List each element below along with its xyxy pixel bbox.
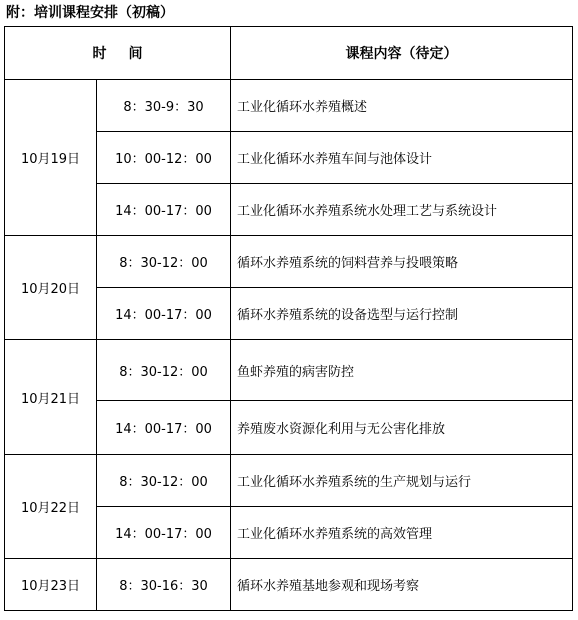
time-slot: 8：30-12：00	[97, 236, 231, 288]
time-slot: 14：00-17：00	[97, 288, 231, 340]
course-content: 工业化循环水养殖系统的生产规划与运行	[231, 455, 573, 507]
table-row	[5, 455, 573, 507]
table-header-row	[5, 27, 573, 80]
course-content: 工业化循环水养殖系统的高效管理	[231, 507, 573, 559]
course-content: 循环水养殖基地参观和现场考察	[231, 559, 573, 611]
time-slot: 8：30-9：30	[97, 80, 231, 132]
time-slot: 8：30-12：00	[97, 340, 231, 401]
date-cell: 10月21日	[5, 340, 97, 455]
date-cell: 10月19日	[5, 80, 97, 236]
time-slot: 14：00-17：00	[97, 401, 231, 455]
time-slot: 14：00-17：00	[97, 507, 231, 559]
course-content: 工业化循环水养殖概述	[231, 80, 573, 132]
course-content: 工业化循环水养殖系统水处理工艺与系统设计	[231, 184, 573, 236]
document-title: 附：培训课程安排（初稿）	[6, 5, 174, 21]
date-cell: 10月20日	[5, 236, 97, 340]
table-row	[5, 340, 573, 401]
course-content: 鱼虾养殖的病害防控	[231, 340, 573, 401]
table-row	[5, 236, 573, 288]
header-course-content: 课程内容（待定）	[231, 27, 573, 80]
training-schedule-table	[4, 26, 573, 611]
table-row	[5, 80, 573, 132]
time-slot: 10：00-12：00	[97, 132, 231, 184]
table-row	[5, 559, 573, 611]
date-cell: 10月22日	[5, 455, 97, 559]
course-content: 循环水养殖系统的饲料营养与投喂策略	[231, 236, 573, 288]
course-content: 工业化循环水养殖车间与池体设计	[231, 132, 573, 184]
course-content: 循环水养殖系统的设备选型与运行控制	[231, 288, 573, 340]
time-slot: 14：00-17：00	[97, 184, 231, 236]
time-slot: 8：30-16：30	[97, 559, 231, 611]
header-time: 时间	[5, 27, 231, 80]
time-slot: 8：30-12：00	[97, 455, 231, 507]
course-content: 养殖废水资源化利用与无公害化排放	[231, 401, 573, 455]
date-cell: 10月23日	[5, 559, 97, 611]
